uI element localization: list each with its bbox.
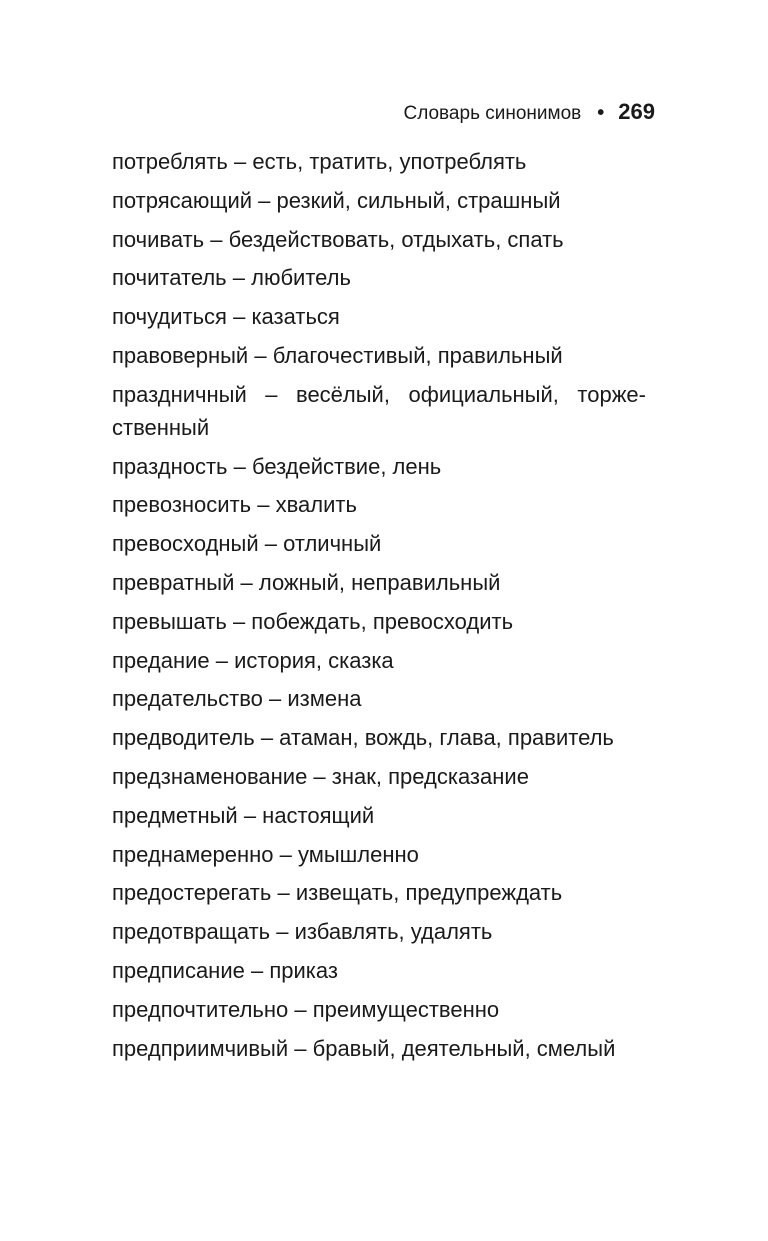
entry-synonyms: хвалить (275, 492, 357, 518)
entry-dash: – (254, 725, 280, 751)
entry-headword: преднамеренно (112, 841, 274, 867)
entry-synonyms: измена (287, 686, 362, 712)
running-head (403, 99, 655, 125)
dictionary-entry (112, 450, 646, 483)
entry-synonyms: любитель (251, 265, 351, 291)
dictionary-entry (112, 799, 646, 832)
entry-dash: – (204, 226, 229, 252)
entry-synonyms: благочестивый, правильный (272, 342, 563, 368)
dictionary-entry (112, 838, 646, 871)
dictionary-entry (112, 145, 646, 178)
entry-headword: предательство (112, 686, 263, 712)
dictionary-entry (112, 876, 646, 909)
entry-headword: предприимчивый (112, 1035, 289, 1061)
entry-synonyms: настоящий (262, 802, 375, 828)
entry-dash: – (226, 304, 252, 330)
entry-synonyms: весёлый, официальный, торжественный (112, 381, 646, 440)
entry-dash: – (262, 686, 288, 712)
dictionary-entry (112, 915, 646, 948)
entry-headword: превратный (112, 569, 235, 595)
dictionary-entry (112, 682, 646, 715)
entry-dash: – (288, 1035, 313, 1061)
dictionary-entry (112, 1032, 646, 1065)
dictionary-entry (112, 566, 646, 599)
page-number: 269 (618, 99, 655, 124)
dictionary-entry (112, 721, 646, 754)
entry-dash: – (244, 957, 270, 983)
dictionary-entry (112, 993, 646, 1026)
entry-dash: – (237, 802, 263, 828)
entry-headword: почитатель (112, 265, 227, 291)
entry-synonyms: атаман, вождь, глава, правитель (279, 725, 614, 751)
entry-synonyms: есть, тратить, употреблять (252, 149, 527, 174)
running-title: Словарь синонимов (403, 103, 582, 124)
dictionary-entry (112, 644, 646, 677)
entry-headword: превышать (112, 608, 227, 634)
dictionary-entry (112, 339, 646, 372)
entry-synonyms: казаться (251, 304, 340, 330)
entry-headword: предотвращать (112, 919, 271, 945)
entry-dash: – (258, 531, 284, 557)
entry-synonyms: бездействовать, отдыхать, спать (228, 226, 564, 252)
entry-synonyms: приказ (269, 957, 338, 983)
entry-headword: почудиться (112, 304, 227, 330)
dictionary-entry (112, 261, 646, 294)
entry-headword: предводитель (112, 725, 255, 751)
entry-dash: – (273, 841, 298, 867)
entry-dash: – (234, 569, 259, 595)
dictionary-entry (112, 527, 646, 560)
entry-synonyms: резкий, сильный, страшный (276, 187, 561, 213)
entry-dash: – (252, 187, 277, 213)
dictionary-entry (112, 605, 646, 638)
entry-headword: потреблять (112, 149, 228, 174)
entry-headword: предзнаменование (112, 763, 308, 789)
entry-dash: – (209, 647, 235, 673)
entry-dash: – (226, 265, 252, 291)
entry-synonyms: умышленно (297, 841, 419, 867)
dictionary-entry (112, 223, 646, 256)
entry-headword: предметный (112, 802, 238, 828)
entry-synonyms: преимущественно (312, 996, 500, 1022)
entry-synonyms: бездействие, лень (251, 453, 442, 479)
entry-dash: – (246, 381, 296, 407)
entry-synonyms: избавлять, удалять (294, 919, 493, 945)
entry-synonyms: история, сказка (234, 647, 394, 673)
entry-dash: – (251, 492, 276, 518)
dictionary-entry (112, 488, 646, 521)
entry-headword: праздность (112, 453, 228, 479)
entry-headword: предписание (112, 957, 245, 983)
entry-dash: – (248, 342, 273, 368)
entry-headword: превосходный (112, 531, 259, 557)
entry-synonyms: извещать, предупреждать (295, 880, 563, 906)
entry-synonyms: знак, предсказание (331, 763, 529, 789)
entry-headword: предпочтительно (112, 996, 289, 1022)
dictionary-entry (112, 760, 646, 793)
entry-dash: – (271, 880, 296, 906)
entry-synonyms: отличный (283, 531, 382, 557)
entry-headword: почивать (112, 226, 205, 252)
entry-headword: превозносить (112, 492, 252, 518)
entry-dash: – (307, 763, 332, 789)
dictionary-entry (112, 954, 646, 987)
entry-headword: предостерегать (112, 880, 272, 906)
entry-dash: – (227, 453, 252, 479)
entry-synonyms: бравый, деятельный, смелый (312, 1035, 616, 1061)
entry-headword: праздничный (112, 381, 247, 407)
entry-dash: – (288, 996, 313, 1022)
entry-dash: – (227, 149, 253, 174)
entry-synonyms: побеждать, превосходить (251, 608, 514, 634)
synonym-list (112, 145, 646, 1070)
dictionary-entry (112, 300, 646, 333)
entry-headword: потрясающий (112, 187, 253, 213)
bullet-separator: • (597, 102, 605, 124)
dictionary-entry (112, 378, 646, 444)
entry-dash: – (270, 919, 295, 945)
dictionary-entry (112, 184, 646, 217)
entry-headword: правоверный (112, 342, 249, 368)
entry-synonyms: ложный, неправильный (258, 569, 501, 595)
entry-dash: – (226, 608, 252, 634)
entry-headword: предание (112, 647, 210, 673)
